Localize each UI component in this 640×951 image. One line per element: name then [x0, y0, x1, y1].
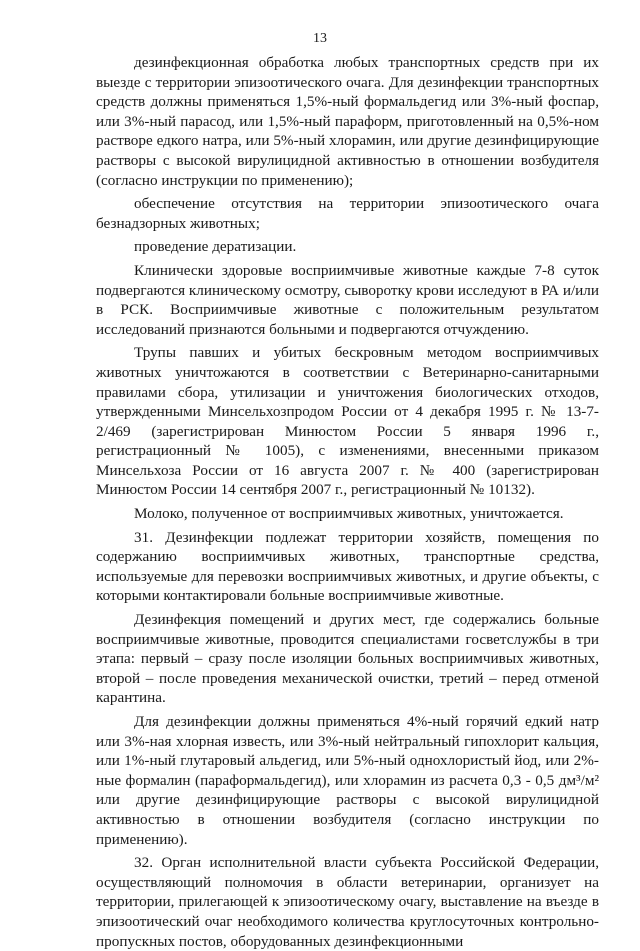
paragraph-transport-disinfection: дезинфекционная обработка любых транспортных средств при их выезде с территории эпизоотического очага. Для дезинфекции транспортных средств должны применяться 1,5%-ный формальдегид или 3%-ный фоспар, или 3%-ный парасод, или 1,5%-ный параформ, приготовленный на 0,5%-ном растворе едкого натра, или 5%-ный хлорамин, или другие дезинфицирующие растворы с высокой вирулицидной активностью в отношении возбудителя (согласно инструкции по применению);: [96, 54, 599, 189]
paragraph-disinfectants: Для дезинфекции должны применяться 4%-ный горячий едкий натр или 3%-ная хлорная известь, или 3%-ный нейтральный гипохлорит кальция, или 1%-ный глутаровый альдегид, или 5%-ный однохлористый йод, или 2%-ные формалин (параформальдегид), или хлорамин из расчета 0,3 - 0,5 дм³/м² или другие дезинфицирующие растворы с высокой вирулицидной активностью в отношении возбудителя (согласно инструкции по применению).: [96, 713, 599, 848]
page-number: 13: [313, 31, 327, 46]
paragraph-deratization: проведение дератизации.: [134, 238, 297, 256]
paragraph-milk-destruction: Молоко, полученное от восприимчивых животных, уничтожается.: [134, 505, 564, 523]
paragraph-item-31: 31. Дезинфекции подлежат территории хозяйств, помещения по содержанию восприимчивых животных, транспортные средства, используемые для перевозки восприимчивых животных, и другие объекты, с которыми контактировали больные восприимчивые животные.: [96, 528, 599, 605]
paragraph-clinical-examination: Клинически здоровые восприимчивые животные каждые 7-8 суток подвергаются клиническому осмотру, сыворотку крови исследуют в РА и/или в РСК. Восприимчивые животные с положительным результатом исследований признаются больными и подвергаются отчуждению.: [96, 261, 599, 338]
document-body: [96, 53, 599, 951]
paragraph-item-32: 32. Орган исполнительной власти субъекта Российской Федерации, осуществляющий полномочия в области ветеринарии, организует на территории, прилегающей к эпизоотическому очагу, выставление на въезде в эпизоотический очаг необходимого количества круглосуточных контрольно-пропускных постов, оборудованных дезинфекционными: [96, 854, 599, 950]
paragraph-carcass-disposal: Трупы павших и убитых бескровным методом восприимчивых животных уничтожаются в соответствии с Ветеринарно-санитарными правилами сбора, утилизации и уничтожения биологических отходов, утвержденными Минсельхозпродом России от 4 декабря 1995 г. № 13-7-2/469 (зарегистрирован Минюстом России 5 января 1996 г., регистрационный № 1005), с изменениями, внесенными приказом Минсельхоза России от 16 августа 2007 г. № 400 (зарегистрирован Минюстом России 14 сентября 2007 г., регистрационный № 10132).: [96, 344, 599, 499]
paragraph-stray-animals: обеспечение отсутствия на территории эпизоотического очага безнадзорных животных;: [96, 195, 599, 232]
paragraph-disinfection-stages: Дезинфекция помещений и других мест, где содержались больные восприимчивые животные, проводится специалистами госветслужбы в три этапа: первый – сразу после изоляции больных восприимчивых животных, второй – после проведения механической очистки, третий – перед отменой карантина.: [96, 611, 599, 707]
